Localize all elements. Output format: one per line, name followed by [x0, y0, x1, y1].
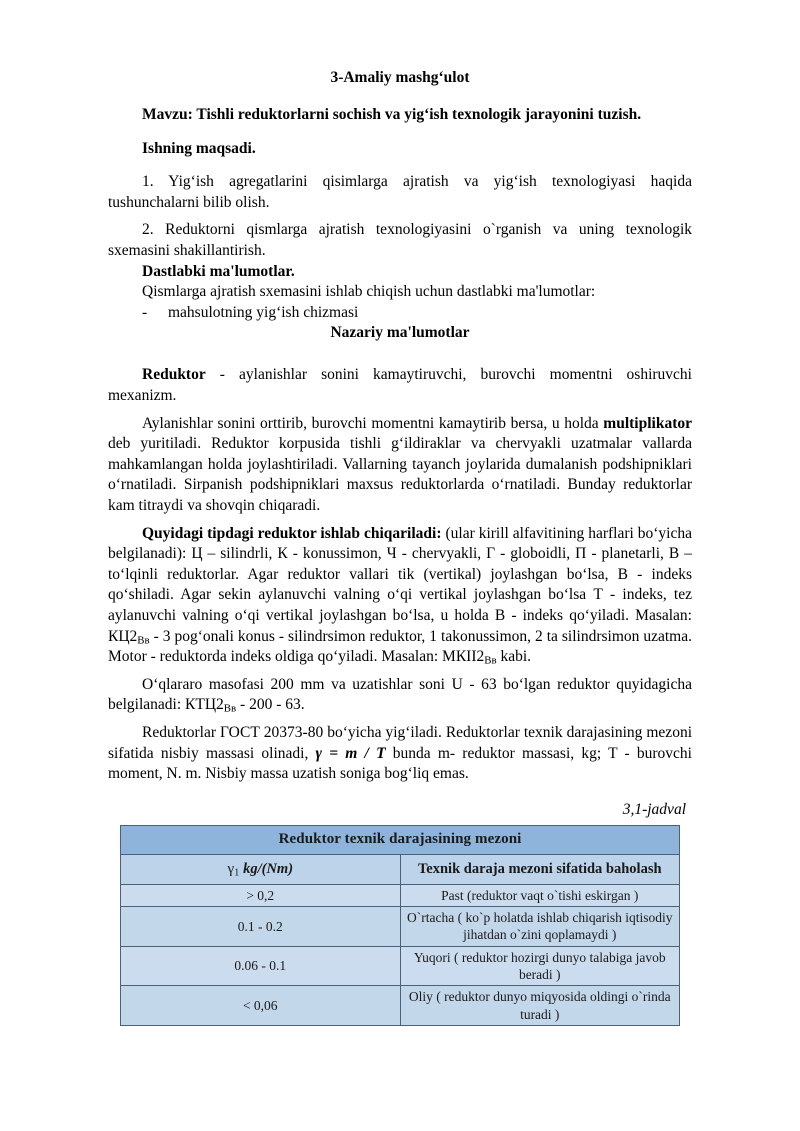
table-cell-assessment: Past (reduktor vaqt o`tishi eskirgan ) — [400, 884, 680, 906]
table-cell-value: 0.06 - 0.1 — [121, 946, 401, 986]
table-cell-assessment: Yuqori ( reduktor hozirgi dunyo talabiga javob beradi ) — [400, 946, 680, 986]
table-title-row — [121, 825, 680, 854]
axis-distance-text-2: - 200 - 63. — [236, 696, 305, 714]
table-row — [121, 946, 680, 986]
table-row — [121, 907, 680, 947]
table-cell-assessment: Oliy ( reduktor dunyo miqyosida oldingi o`rinda turadi ) — [400, 986, 680, 1026]
axis-distance-text-1: O‘qlararo masofasi 200 mm va uzatishlar soni U - 63 bo‘lgan reduktor quyidagicha belgilanadi: КТЦ2 — [108, 675, 692, 714]
purpose-heading — [108, 139, 692, 160]
reduktor-definition-text: - aylanishlar sonini kamaytiruvchi, burovchi momentni oshiruvchi mexanizm. — [108, 366, 692, 404]
table-container — [108, 825, 692, 1026]
reduktor-term: Reduktor — [142, 366, 206, 384]
multiplikator-term: multiplikator — [603, 414, 692, 432]
initial-data-intro: Qismlarga ajratish sxemasini ishlab chiqish uchun dastlabki ma'lumotlar: — [142, 283, 596, 301]
table-header-gamma-cell — [121, 854, 401, 884]
initial-data-heading — [108, 262, 692, 283]
theory-heading: Nazariy ma'lumotlar — [330, 324, 470, 342]
purpose-heading-text: Ishning maqsadi. — [142, 139, 256, 157]
table-cell-value: < 0,06 — [121, 986, 401, 1026]
reducer-types-subscript-2: Вв — [484, 654, 497, 667]
table-cell-value: > 0,2 — [121, 884, 401, 906]
multiplikator-paragraph — [108, 414, 692, 517]
table-header-assessment-cell: Texnik daraja mezoni sifatida baholash — [400, 854, 680, 884]
reducer-types-subscript-1: Вв — [137, 634, 150, 647]
gost-text-2: bunda m- reduktor massasi, kg; T - burovchi moment, N. m. Nisbiy massa uzatish soniga bog‘liq emas. — [108, 744, 692, 783]
gamma-unit: kg/(Nm) — [243, 860, 294, 877]
table-cell-assessment: O`rtacha ( ko`p holatda ishlab chiqarish iqtisodiy jihatdan o`zini qoplamaydi ) — [400, 907, 680, 947]
gost-paragraph — [108, 723, 692, 785]
subject-label: Mavzu: — [142, 105, 193, 123]
gamma-symbol: γ — [227, 860, 235, 877]
table-row — [121, 884, 680, 906]
document-content — [108, 68, 692, 1026]
table-title-cell: Reduktor texnik darajasining mezoni — [121, 825, 680, 854]
reducer-types-text-1: (ular kirill alfavitining harflari bo‘yicha belgilanadi): Ц – silindrli, К - konussimon, Ч - chervyakli, Г - globoidli, П - planetarli, В – to‘lqinli reduktorlar. Agar reduktor vallari tik (vertikal) joylashgan bo‘lsa, В - indeks qo‘shiladi. Agar sekin aylanuvchi valning o‘qi vertikal joylashgan bo‘lsa Т - indeks, tez aylanuvchi valning o‘qi vertikal joylashgan bo‘lsa, u holda В - indeks qo‘yiladi. Masalan: КЦ2 — [108, 524, 692, 645]
table-caption: 3,1-jadval — [622, 800, 686, 818]
page-title: 3-Amaliy mashg‘ulot — [330, 69, 470, 86]
reducer-types-term: Quyidagi tipdagi reduktor ishlab chiqariladi: — [142, 524, 442, 542]
reduktor-definition — [108, 365, 692, 406]
multiplikator-post-text: deb yuritiladi. Reduktor korpusida tishli g‘ildiraklar va chervyakli uzatmalar vallarda mahkamlangan holda joylashtiriladi. Vallarning tayanch joylarida dumalanish podshipniklari o‘rnatiladi. Sirpanish podshipniklari maxsus reduktorlarda o‘rnatiladi. Bunday reduktorlar kam titraydi va shovqin chiqaradi. — [108, 435, 692, 514]
axis-distance-subscript: Вв — [223, 703, 237, 716]
bullet-text: mahsulotning yig‘ish chizmasi — [168, 303, 359, 321]
gost-text-1: Reduktorlar ГОСТ 20373-80 bo‘yicha yig‘iladi. Reduktorlar texnik darajasining mezoni sifatida nisbiy massasi olinadi, — [108, 724, 692, 762]
gamma-subscript: 1 — [234, 867, 240, 879]
reducer-types-text-3: kabi. — [496, 648, 532, 666]
subject-text: Tishli reduktorlarni sochish va yig‘ish texnologik jarayonini tuzish. — [192, 105, 642, 123]
table-cell-value: 0.1 - 0.2 — [121, 907, 401, 947]
initial-data-heading-text: Dastlabki ma'lumotlar. — [142, 262, 295, 280]
initial-data-bullet — [108, 303, 692, 324]
relative-mass-formula: γ = m / T — [315, 744, 386, 762]
axis-distance-paragraph — [108, 675, 692, 716]
table-row — [121, 986, 680, 1026]
objective-item-1: 1. Yig‘ish agregatlarini qisimlarga ajratish va yig‘ish texnologiyasi haqida tushunchalarni bilib olish. — [108, 173, 692, 211]
bullet-dash-marker: - — [142, 303, 148, 321]
reducer-types-paragraph — [108, 524, 692, 668]
subject-paragraph — [108, 105, 692, 126]
multiplikator-pre-text: Aylanishlar sonini orttirib, burovchi momentni kamaytirib bersa, u holda — [142, 414, 604, 432]
technical-level-table — [120, 825, 680, 1026]
table-header-row — [121, 854, 680, 884]
reducer-types-text-2: - 3 pog‘onali konus - silindrsimon reduktor, 1 takonussimon, 2 ta silindrsimon uzatma. Motor - reduktorda indeks oldiga qo‘yiladi. Masalan: МКII2 — [108, 627, 692, 666]
objective-item-2: 2. Reduktorni qismlarga ajratish texnologiyasini o`rganish va uning texnologik sxemasini shakillantirish. — [108, 221, 692, 259]
